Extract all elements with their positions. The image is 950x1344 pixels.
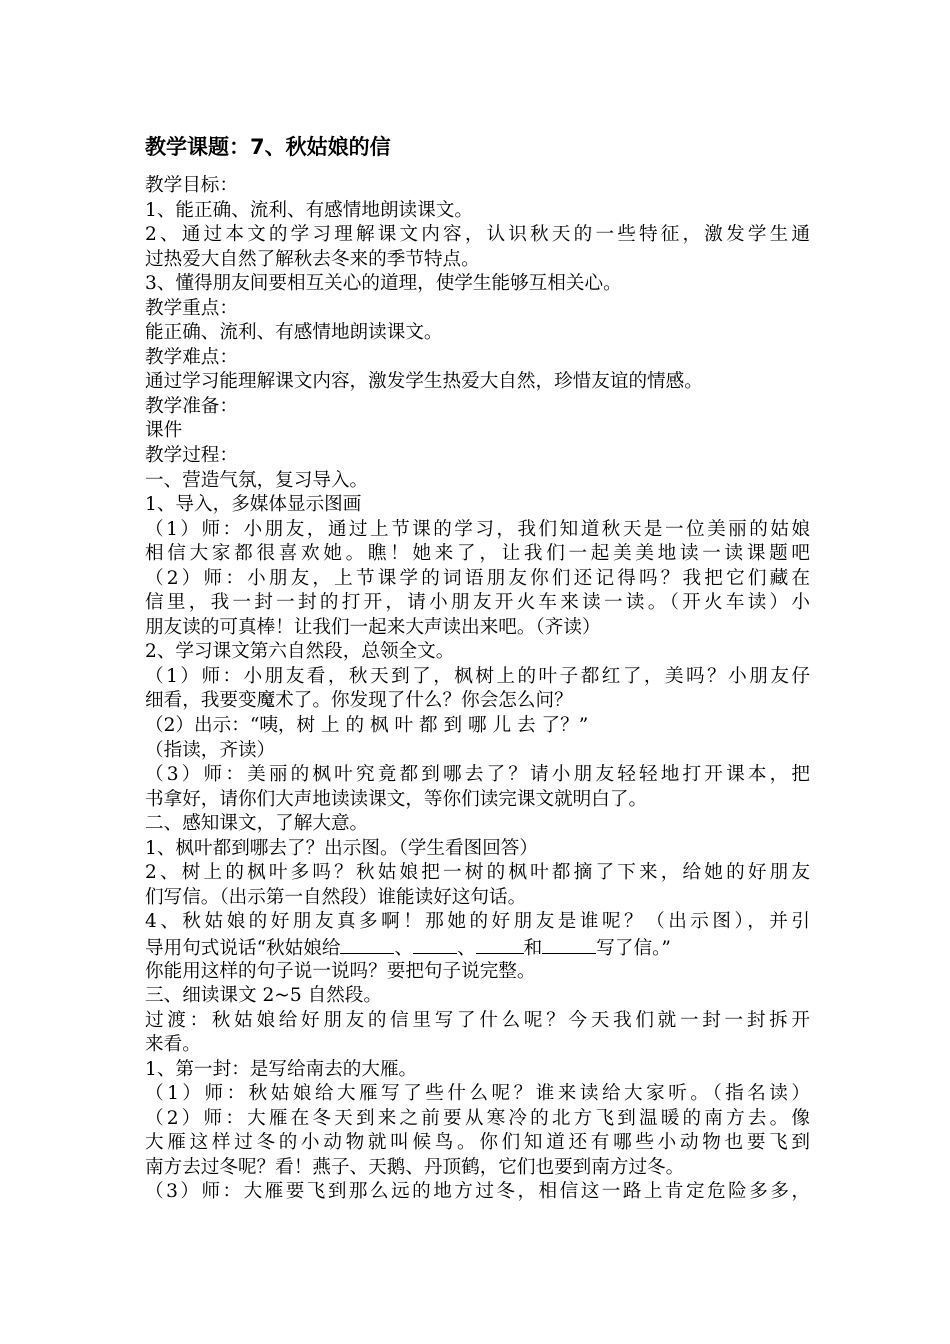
- page-title: 教学课题：7、秋姑娘的信: [145, 135, 391, 159]
- paragraph-line: （2）师：小朋友，上节课学的词语朋友你们还记得吗？我把它们藏在: [145, 567, 810, 589]
- paragraph-line: 们写信。（出示第一自然段）谁能读好这句话。: [145, 886, 527, 908]
- paragraph-line: 二、感知课文，了解大意。: [145, 813, 369, 835]
- paragraph-line: 书拿好，请你们大声地读读课文，等你们读完课文就明白了。: [145, 788, 648, 810]
- section-heading: 教学过程：: [145, 445, 238, 467]
- quoted-sentence: “咦，树 上 的 枫 叶 都 到 哪 儿 去 了？”: [249, 715, 589, 737]
- section-heading: 教学难点：: [145, 346, 238, 368]
- sentence-part: 和: [523, 937, 543, 959]
- paragraph-line: 一、营造气氛，复习导入。: [145, 469, 369, 491]
- paragraph-line: 3、懂得朋友间要相互关心的道理，使学生能够互相关心。: [145, 273, 622, 295]
- paragraph-line: 信里，我一封一封的打开，请小朋友开火车来读一读。（开火车读）小: [145, 592, 810, 614]
- paragraph-line: 能正确、流利、有感情地朗读课文。: [145, 322, 443, 344]
- paragraph-line: 相信大家都很喜欢她。瞧！她来了，让我们一起美美地读一读课题吧: [145, 543, 810, 565]
- paragraph-line: 4、秋姑娘的好朋友真多啊！那她的好朋友是谁呢？（出示图），并引: [145, 911, 810, 933]
- sentence-part: 、: [457, 937, 476, 959]
- paragraph-line: 南方去过冬呢？看！燕子、天鹅、丹顶鹤，它们也要到南方过冬。: [145, 1156, 685, 1178]
- paragraph-line: （1）师：小朋友，通过上节课的学习，我们知道秋天是一位美丽的姑娘: [145, 518, 810, 540]
- fill-in-sentence: [145, 935, 810, 960]
- paragraph-line: （3）师：美丽的枫叶究竟都到哪去了？请小朋友轻轻地打开课本，把: [145, 764, 810, 786]
- sentence-part: 、: [394, 937, 414, 959]
- paragraph-line: 通过学习能理解课文内容，激发学生热爱大自然，珍惜友谊的情感。: [145, 371, 703, 393]
- paragraph-line: 课件: [145, 420, 183, 442]
- paragraph-line: 过渡：秋姑娘给好朋友的信里写了什么呢？今天我们就一封一封拆开: [145, 1009, 810, 1031]
- blank-line: [413, 935, 457, 954]
- paragraph-line: 来看。: [145, 1034, 201, 1056]
- blank-line: [476, 935, 524, 954]
- line-prefix: （2）出示：: [145, 715, 250, 737]
- blank-line: [340, 935, 394, 954]
- paragraph-line: 1、枫叶都到哪去了？出示图。（学生看图回答）: [145, 837, 538, 859]
- document-page: [145, 132, 810, 1205]
- paragraph-line: （3）师：大雁要飞到那么远的地方过冬，相信这一路上肯定危险多多，: [145, 1181, 810, 1203]
- section-heading: 教学重点：: [145, 297, 238, 319]
- paragraph-line: 1、第一封：是写给南去的大雁。: [145, 1058, 418, 1080]
- blank-line: [542, 935, 596, 954]
- paragraph-line: 过热爱大自然了解秋去冬来的季节特点。: [145, 248, 480, 270]
- paragraph-line: 你能用这样的句子说一说吗？要把句子说完整。: [145, 960, 536, 982]
- sentence-part: 写了信。”: [596, 937, 671, 959]
- paragraph-line: 朋友读的可真棒！让我们一起来大声读出来吧。（齐读）: [145, 616, 601, 638]
- sentence-part: 导用句式说话“秋姑娘给: [145, 937, 341, 959]
- paragraph-line: 1、能正确、流利、有感情地朗读课文。: [145, 199, 473, 221]
- paragraph-line: 大雁这样过冬的小动物就叫候鸟。你们知道还有哪些小动物也要飞到: [145, 1132, 810, 1154]
- paragraph-line: （1）师：秋姑娘给大雁写了些什么呢？谁来读给大家听。（指名读）: [145, 1083, 810, 1105]
- paragraph-line: 2、通过本文的学习理解课文内容，认识秋天的一些特征，激发学生通: [145, 224, 810, 246]
- section-heading: 教学准备：: [145, 395, 238, 417]
- paragraph-line: 三、细读课文 2~5 自然段。: [145, 985, 382, 1007]
- paragraph-line: 细看，我要变魔术了。你发现了什么？你会怎么问？: [145, 690, 573, 712]
- paragraph-line: （2）师：大雁在冬天到来之前要从寒冷的北方飞到温暖的南方去。像: [145, 1107, 810, 1129]
- section-heading: 教学目标：: [145, 175, 238, 196]
- paragraph-line: （1）师：小朋友看，秋天到了，枫树上的叶子都红了，美吗？小朋友仔: [145, 665, 810, 687]
- paragraph-line: （指读，齐读）: [145, 739, 276, 761]
- paragraph-line: 1、导入，多媒体显示图画: [145, 494, 362, 516]
- paragraph-line: [145, 714, 810, 739]
- paragraph-line: 2、树上的枫叶多吗？秋姑娘把一树的枫叶都摘了下来，给她的好朋友: [145, 862, 810, 884]
- paragraph-line: 2、学习课文第六自然段，总领全文。: [145, 641, 455, 663]
